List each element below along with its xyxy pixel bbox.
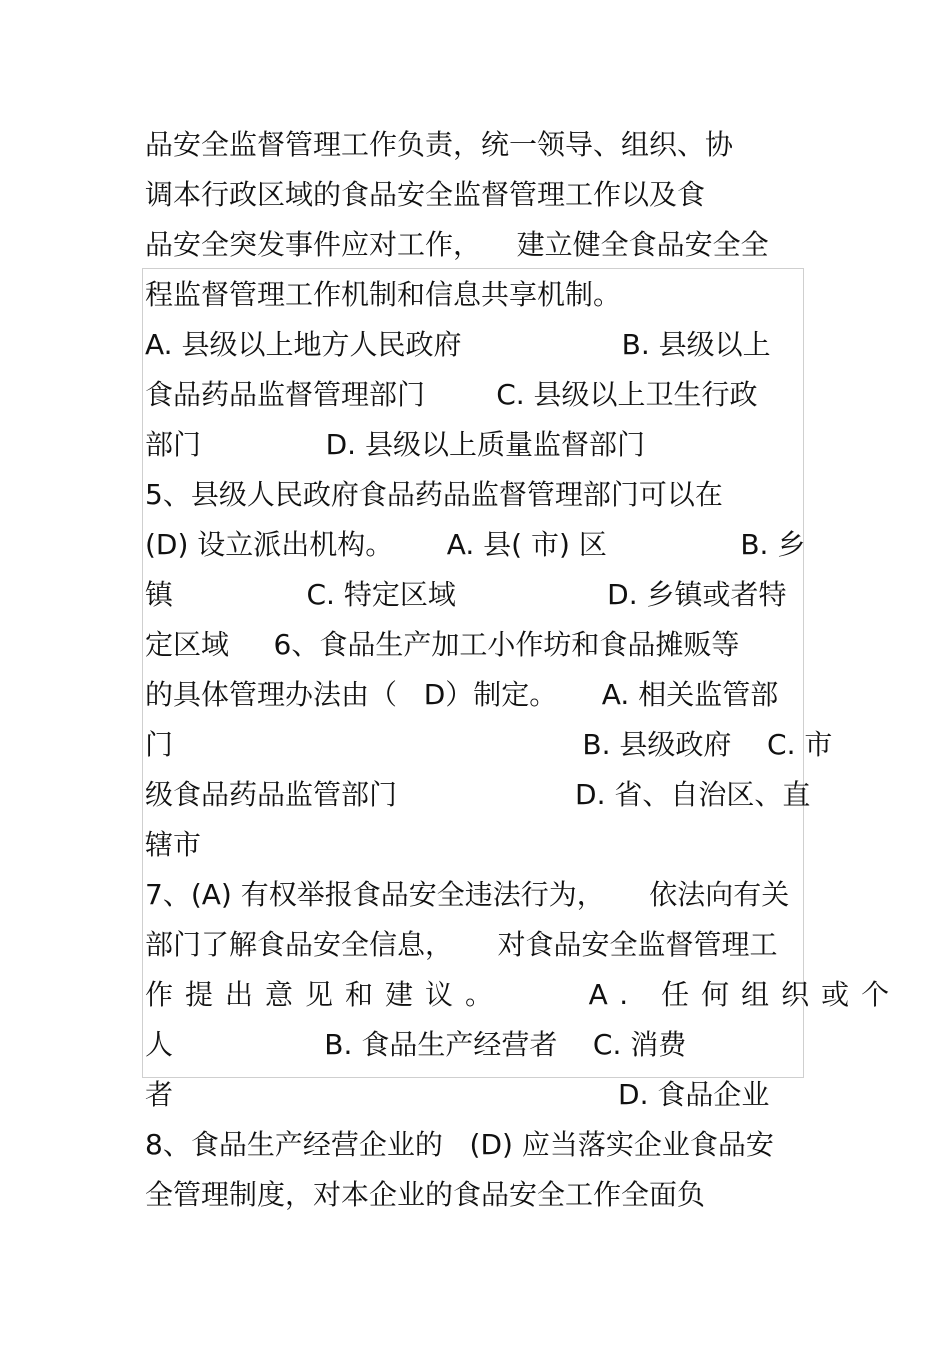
text-line-13: 门 B. 县级政府 C. 市 bbox=[145, 728, 833, 761]
text-line-3: 品安全突发事件应对工作， 建立健全食品安全全 bbox=[145, 228, 769, 261]
text-line-9: (D) 设立派出机构。 A. 县( 市) 区 B. 乡 bbox=[145, 528, 806, 561]
text-line-14: 级食品药品监管部门 D. 省、自治区、直 bbox=[145, 778, 811, 811]
text-line-10: 镇 C. 特定区域 D. 乡镇或者特 bbox=[145, 578, 787, 611]
text-line-8: 5、县级人民政府食品药品监督管理部门可以在 bbox=[145, 478, 723, 511]
text-line-22: 全管理制度，对本企业的食品安全工作全面负 bbox=[145, 1178, 706, 1211]
text-line-2: 调本行政区域的食品安全监督管理工作以及食 bbox=[145, 178, 706, 211]
text-line-16: 7、(A) 有权举报食品安全违法行为， 依法向有关 bbox=[145, 878, 790, 911]
text-line-6: 食品药品监督管理部门 C. 县级以上卫生行政 bbox=[145, 378, 758, 411]
text-line-7: 部门 D. 县级以上质量监督部门 bbox=[145, 428, 645, 461]
text-line-15: 辖市 bbox=[145, 828, 202, 861]
text-line-11: 定区域 6、食品生产加工小作坊和食品摊贩等 bbox=[145, 628, 740, 661]
text-line-20: 者 D. 食品企业 bbox=[145, 1078, 770, 1111]
text-line-17: 部门了解食品安全信息， 对食品安全监督管理工 bbox=[145, 928, 778, 961]
text-line-18: 作提出意见和建议。 A. 任何组织或个 bbox=[145, 978, 902, 1011]
text-line-5: A. 县级以上地方人民政府 B. 县级以上 bbox=[145, 328, 771, 361]
text-line-19: 人 B. 食品生产经营者 C. 消费 bbox=[145, 1028, 687, 1061]
text-line-1: 品安全监督管理工作负责，统一领导、组织、协 bbox=[145, 128, 734, 161]
text-line-4: 程监督管理工作机制和信息共享机制。 bbox=[145, 278, 622, 311]
text-line-12: 的具体管理办法由（ D）制定。 A. 相关监管部 bbox=[145, 678, 779, 711]
text-line-21: 8、食品生产经营企业的 (D) 应当落实企业食品安 bbox=[145, 1128, 774, 1161]
